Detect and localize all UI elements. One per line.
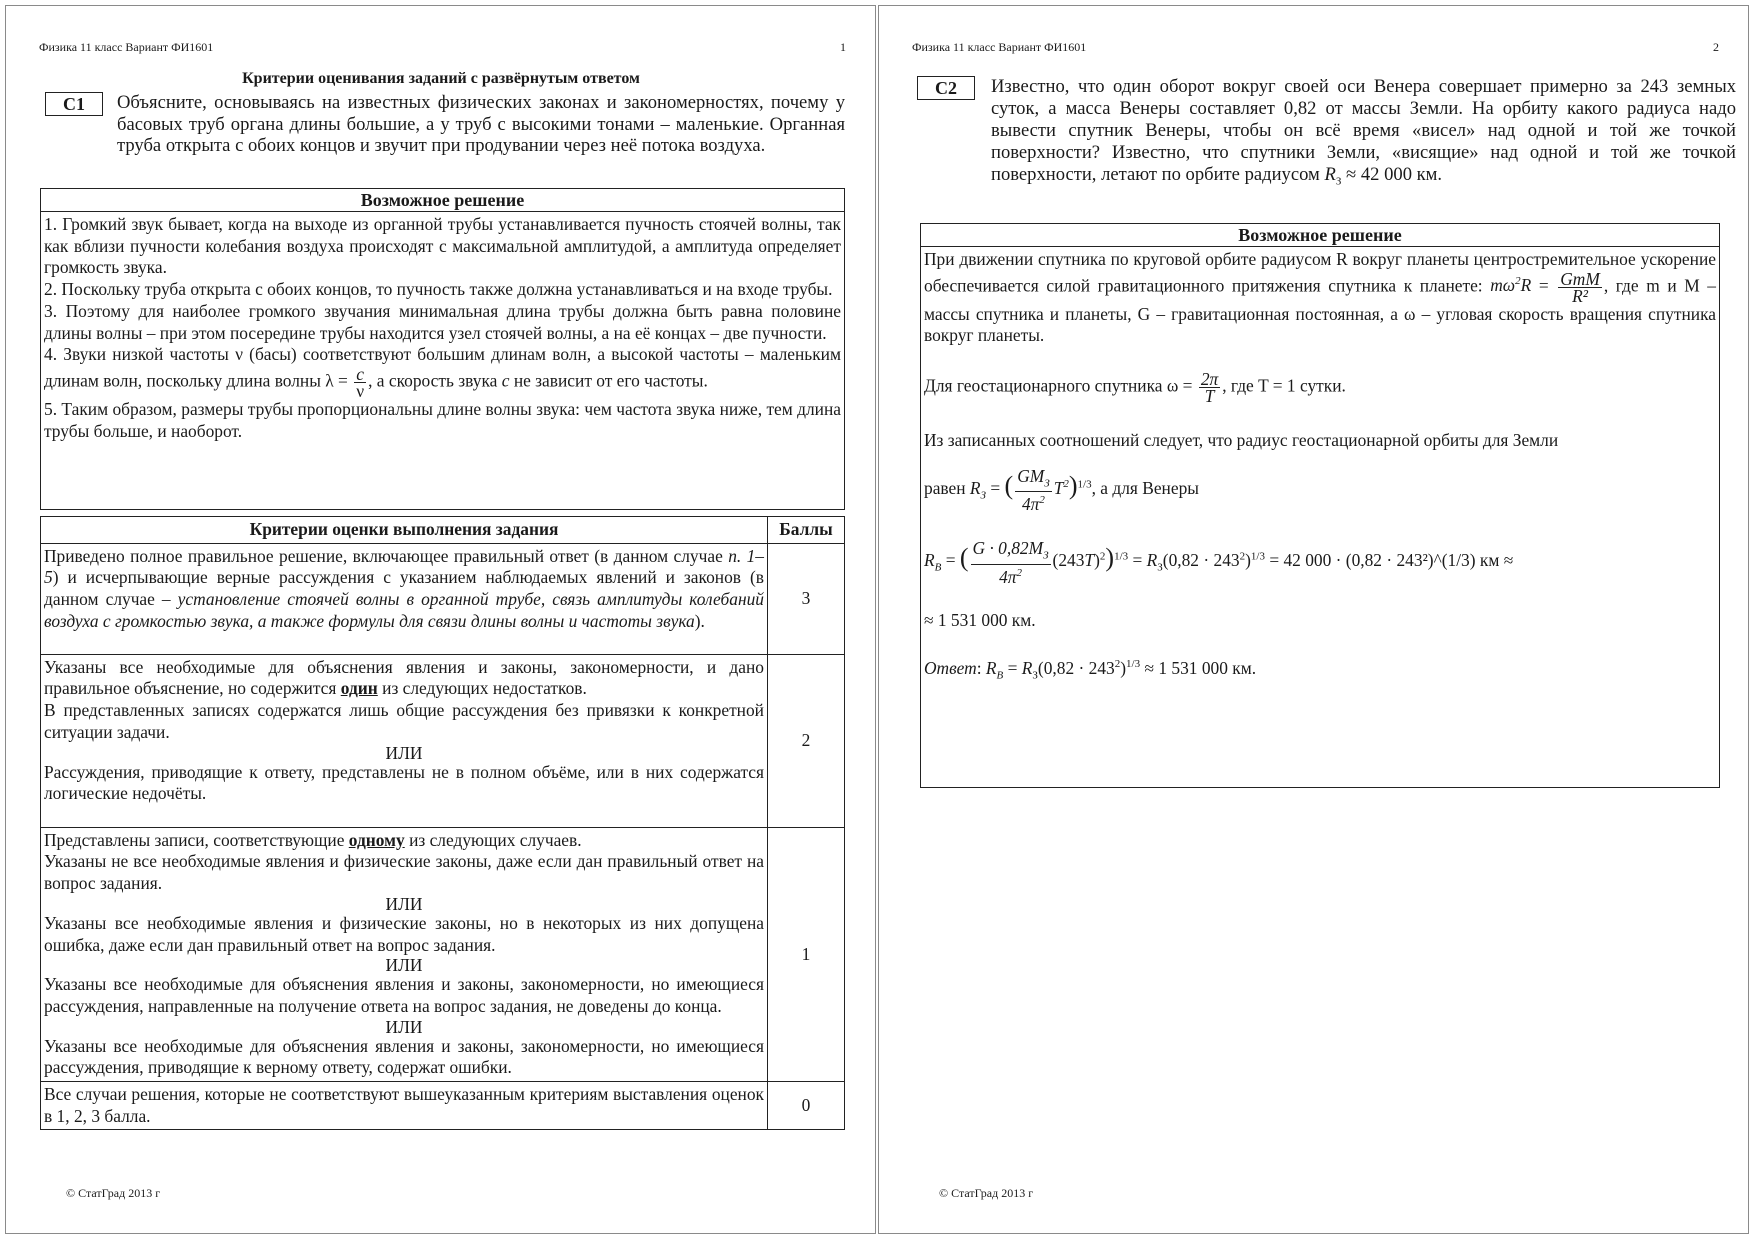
solution-paragraph-1: При движении спутника по круговой орбите радиусом R вокруг планеты центростремительное ускорение обеспечивается силой гравитационного притяжения спутника к планете: $m\omega^2R$ = $\frac{\text{GmM}}{\text{R²}}$ , где m и M – массы спутника и планеты, G – гравитационная постоянная, а ω – угловая скорость вращения спутника вокруг планеты. (924, 249, 1716, 346)
criteria-cell-0: Все случаи решения, которые не соответствуют вышеуказанным критериям выставления оценок в 1, 2, 3 балла. (41, 1082, 768, 1130)
wavelength-fraction: $\frac{c}{\nu}$ (356, 363, 365, 401)
solution-point-4: 4. Звуки низкой частоты ν (басы) соответствуют большим длинам волн, а высокой частоты – маленьким длинам волн, поскольку длина волны λ = $\frac{c}{\nu}$ , а скорость звука c не зависит от его частоты. (44, 344, 841, 401)
solution-point-2: 2. Поскольку труба открыта с обоих концов, то пучность также должна устанавливаться и на входе трубы. (44, 279, 833, 300)
solution-formula-earth: равен $R_З$ = ( $\frac{GM_З}{4\pi^2}$ $T^2)^{1/3}$, а для Венеры (924, 465, 1199, 515)
score-cell-0: 0 (768, 1082, 845, 1130)
page-number: 2 (1713, 40, 1719, 54)
criteria-table (40, 516, 845, 1130)
solution-result-line: ≈ 1 531 000 км. (924, 610, 1036, 631)
criteria-cell-3: Приведено полное правильное решение, включающее правильный ответ (в данном случае п. 1–5) и исчерпывающие верные рассуждения с указанием наблюдаемых явлений и законов (в данном случае – установление стоячей волны в органной трубе, связь амплитуды колебаний воздуха с громкостью звука, а также формулы для связи длины волны и частоты звука). (41, 543, 768, 654)
question-label-c2: С2 (917, 76, 975, 100)
solution-formula-venus: $R_В$ = ( $\frac{G \cdot 0,82M_З}{4\pi^2}$ $(243T)^2)^{1/3} = R_З(0,82 \cdot 243^2)^{1/3} = 42$ 000 · (0,82 · 243²)^(1/3) км ≈ (924, 538, 1514, 587)
solution-body-c2 (921, 247, 1719, 687)
solution-paragraph-3: Из записанных соотношений следует, что радиус геостационарной орбиты для Земли (924, 430, 1559, 451)
table-row (41, 543, 845, 654)
score-cell-3: 3 (768, 543, 845, 654)
page-number: 1 (840, 40, 846, 54)
question-label-c1: С1 (45, 92, 103, 116)
table-row (41, 1082, 845, 1130)
solution-title: Возможное решение (41, 189, 844, 212)
criteria-column-header: Критерии оценки выполнения задания (41, 517, 768, 544)
solution-point-1: 1. Громкий звук бывает, когда на выходе из органной трубы устанавливается пучность стоячей волны, так как вблизи пучности колебания воздуха происходят с максимальной амплитудой, а амплитуда определяет громкость звука. (44, 214, 841, 278)
score-cell-1: 1 (768, 827, 845, 1081)
section-title: Критерии оценивания заданий с развёрнутым ответом (242, 70, 640, 87)
page-header-left: Физика 11 класс Вариант ФИ1601 (39, 40, 214, 54)
page-footer: © СтатГрад 2013 г (939, 1186, 1034, 1200)
question-text-c2: Известно, что один оборот вокруг своей оси Венера совершает примерно за 243 земных суток, а масса Венеры составляет 0,82 от массы Земли. На орбиту какого радиуса надо вывести спутник Венеры, чтобы он всё время «висел» над одной и той же точкой поверхности? Известно, что спутники Земли, «висящие» над одной и той же точкой поверхности, летают по орбите радиусом $R_З \approx 42$ 000 км. (991, 76, 1736, 188)
criteria-cell-2: Указаны все необходимые для объяснения явления и законы, закономерности, и дано правильное объяснение, но содержится один из следующих недостатков. В представленных записях содержатся лишь общие рассуждения без привязки к конкретной ситуации задачи. ИЛИ Рассуждения, приводящие к ответу, представлены не в полном объёме, или в них содержатся логические недочёты. (41, 654, 768, 827)
question-text-c1: Объясните, основываясь на известных физических законах и закономерностях, почему у басовых труб органа длины большие, а у труб с высокими тонами – маленькие. Органная труба открыта с обоих концов и звучит при продувании через неё потока воздуха. (117, 92, 845, 156)
page-header-left: Физика 11 класс Вариант ФИ1601 (912, 40, 1087, 54)
solution-body (41, 212, 844, 442)
page-footer: © СтатГрад 2013 г (66, 1186, 161, 1200)
solution-box-c2 (920, 223, 1720, 788)
page-1 (5, 5, 876, 1234)
solution-point-3: 3. Поэтому для наиболее громкого звучания минимальная длина трубы должна быть равна половине длины волны – при этом посередине трубы находится узел стоячей волны, а на её концах – две пучности. (44, 300, 841, 343)
table-row (41, 827, 845, 1081)
score-cell-2: 2 (768, 654, 845, 827)
solution-title-c2: Возможное решение (921, 224, 1719, 247)
omega-fraction: $\frac{2\pi}{T}$ (1200, 369, 1219, 407)
gravity-fraction: $\frac{\text{GmM}}{\text{R²}}$ (1560, 268, 1600, 306)
solution-point-5: 5. Таким образом, размеры трубы пропорциональны длине волны звука: чем частота звука ниже, тем длина трубы больше, и наоборот. (44, 398, 841, 441)
score-column-header: Баллы (768, 517, 845, 544)
solution-box (40, 188, 845, 510)
solution-answer: Ответ: $R_В = R_З(0,82 \cdot 243^2)^{1/3} \approx 1$ 531 000 км. (924, 657, 1257, 682)
table-header-row (41, 517, 845, 544)
page-2 (878, 5, 1749, 1234)
table-row (41, 654, 845, 827)
criteria-cell-1: Представлены записи, соответствующие одному из следующих случаев. Указаны не все необходимые явления и физические законы, даже если дан правильный ответ на вопрос задания. ИЛИ Указаны все необходимые явления и физические законы, но в некоторых из них допущена ошибка, даже если дан правильный ответ на вопрос задания. ИЛИ Указаны все необходимые для объяснения явления и законы, закономерности, но имеющиеся рассуждения, направленные на получение ответа на вопрос задания, не доведены до конца. ИЛИ Указаны все необходимые для объяснения явления и законы, закономерности, но имеющиеся рассуждения, приводящие к верному ответу, содержат ошибки. (41, 827, 768, 1081)
solution-paragraph-2: Для геостационарного спутника ω = $\frac{2\pi}{T}$ , где T = 1 сутки. (924, 369, 1346, 407)
